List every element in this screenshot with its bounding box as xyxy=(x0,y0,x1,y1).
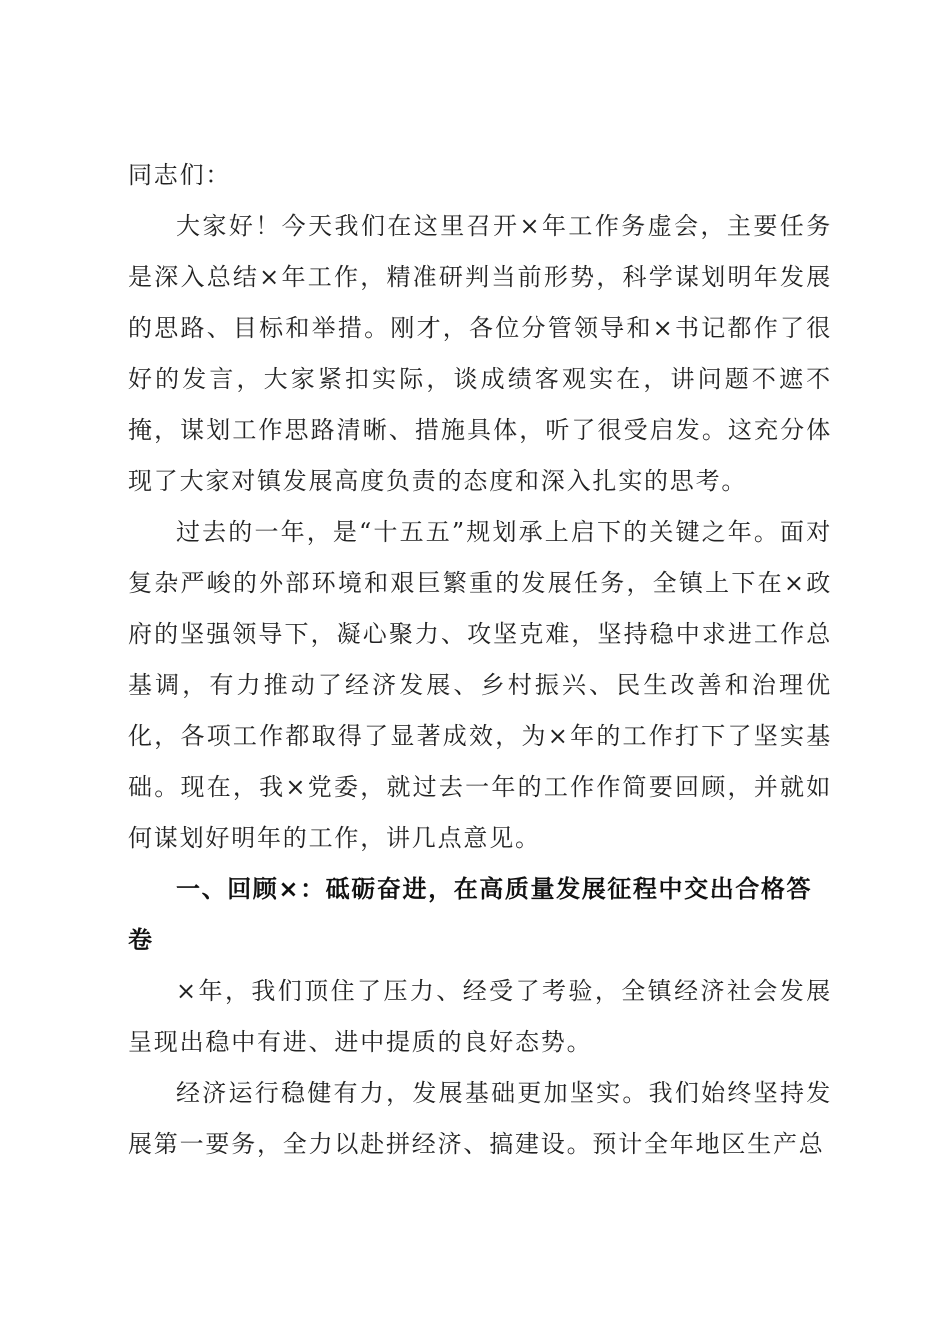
economy-paragraph: 经济运行稳健有力，发展基础更加坚实。我们始终坚持发展第一要务，全力以赴拼经济、搞建设。预计全年地区生产总 xyxy=(128,1079,832,1158)
section-summary-paragraph: ×年，我们顶住了压力、经受了考验，全镇经济社会发展呈现出稳中有进、进中提质的良好态势。 xyxy=(128,977,832,1056)
section-heading: 一、回顾×：砥砺奋进，在高质量发展征程中交出合格答卷 xyxy=(128,875,813,954)
document-body xyxy=(128,150,832,1170)
opening-paragraph: 大家好！今天我们在这里召开×年工作务虚会，主要任务是深入总结×年工作，精准研判当前形势，科学谋划明年发展的思路、目标和举措。刚才，各位分管领导和×书记都作了很好的发言，大家紧扣实际，谈成绩客观实在，讲问题不遮不掩，谋划工作思路清晰、措施具体，听了很受启发。这充分体现了大家对镇发展高度负责的态度和深入扎实的思考。 xyxy=(128,212,832,495)
salutation: 同志们： xyxy=(128,161,232,189)
review-intro-paragraph: 过去的一年，是“十五五”规划承上启下的关键之年。面对复杂严峻的外部环境和艰巨繁重的发展任务，全镇上下在×政府的坚强领导下，凝心聚力、攻坚克难，坚持稳中求进工作总基调，有力推动了经济发展、乡村振兴、民生改善和治理优化，各项工作都取得了显著成效，为×年的工作打下了坚实基础。现在，我×党委，就过去一年的工作作简要回顾，并就如何谋划好明年的工作，讲几点意见。 xyxy=(128,518,832,852)
